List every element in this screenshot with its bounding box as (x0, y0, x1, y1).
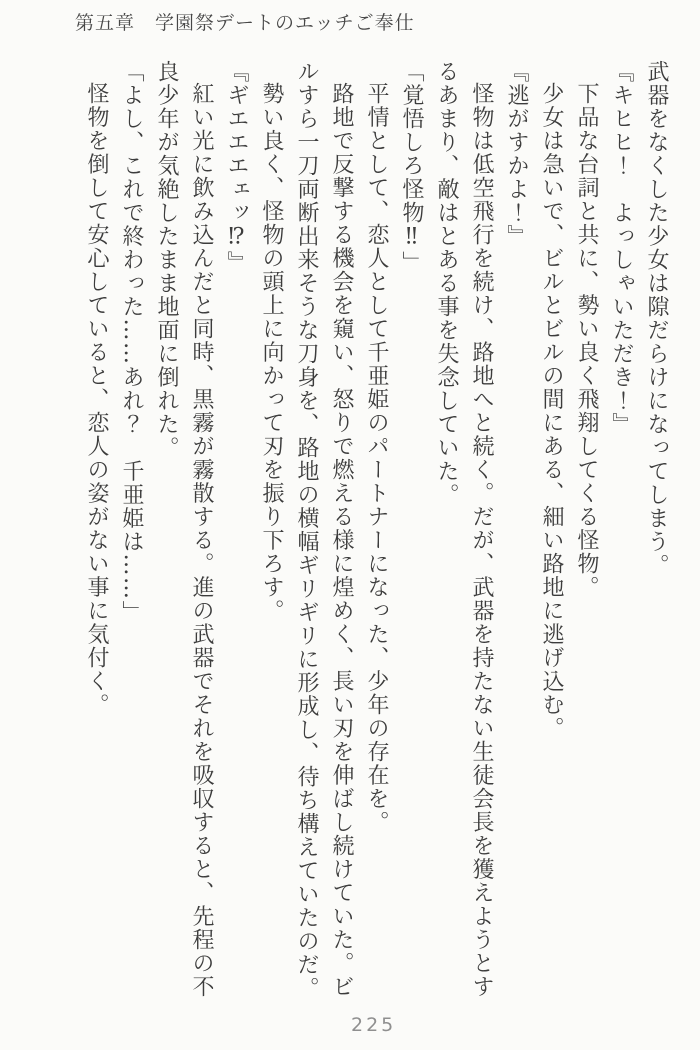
paragraph: 路地で反撃する機会を窺い、怒りで燃える様に煌めく、長い刃を伸ばし続けていた。ビルすら一刀両断出来そうな刀身を、路地の横幅ギリギリに形成し、待ち構えていたのだ。 (294, 60, 354, 1000)
paragraph: 勢い良く、怪物の頭上に向かって刃を振り下ろす。 (259, 82, 284, 623)
paragraph: 紅い光に飲み込んだと同時、黒霧が霧散する。進の武器でそれを吸収すると、先程の不良少年が気絶したまま地面に倒れた。 (154, 60, 214, 999)
paragraph: 下品な台詞と共に、勢い良く飛翔してくる怪物。 (574, 82, 599, 599)
paragraph: 怪物は低空飛行を続け、路地へと続く。だが、武器を持たない生徒会長を獲えようとするあまり、敵はとある事を失念していた。 (434, 60, 494, 999)
paragraph: 怪物を倒して安心していると、恋人の姿がない事に気付く。 (84, 82, 109, 717)
paragraph: 少女は急いで、ビルとビルの間にある、細い路地に逃げ込む。 (539, 82, 564, 740)
paragraph: 平情として、恋人として千亜姫のパートナーになった、少年の存在を。 (364, 82, 389, 834)
paragraph: 武器をなくした少女は隙だらけになってしまう。 (644, 60, 669, 577)
paragraph-dialogue: 『逃がすかよ！』 (504, 60, 529, 248)
chapter-header: 第五章 学園祭デートのエッチご奉仕 (75, 12, 415, 34)
page-number: 225 (351, 1014, 397, 1036)
paragraph-dialogue: 「よし、これで終わった……あれ？ 千亜姫は……」 (119, 60, 144, 624)
paragraph-dialogue: 『キヒヒ！ よっしゃいただき！』 (609, 60, 634, 436)
paragraph-dialogue: 『ギエエエェッ⁉』 (224, 60, 249, 275)
body-text-block (68, 60, 674, 1010)
paragraph-dialogue: 「覚悟しろ怪物‼」 (399, 60, 424, 275)
